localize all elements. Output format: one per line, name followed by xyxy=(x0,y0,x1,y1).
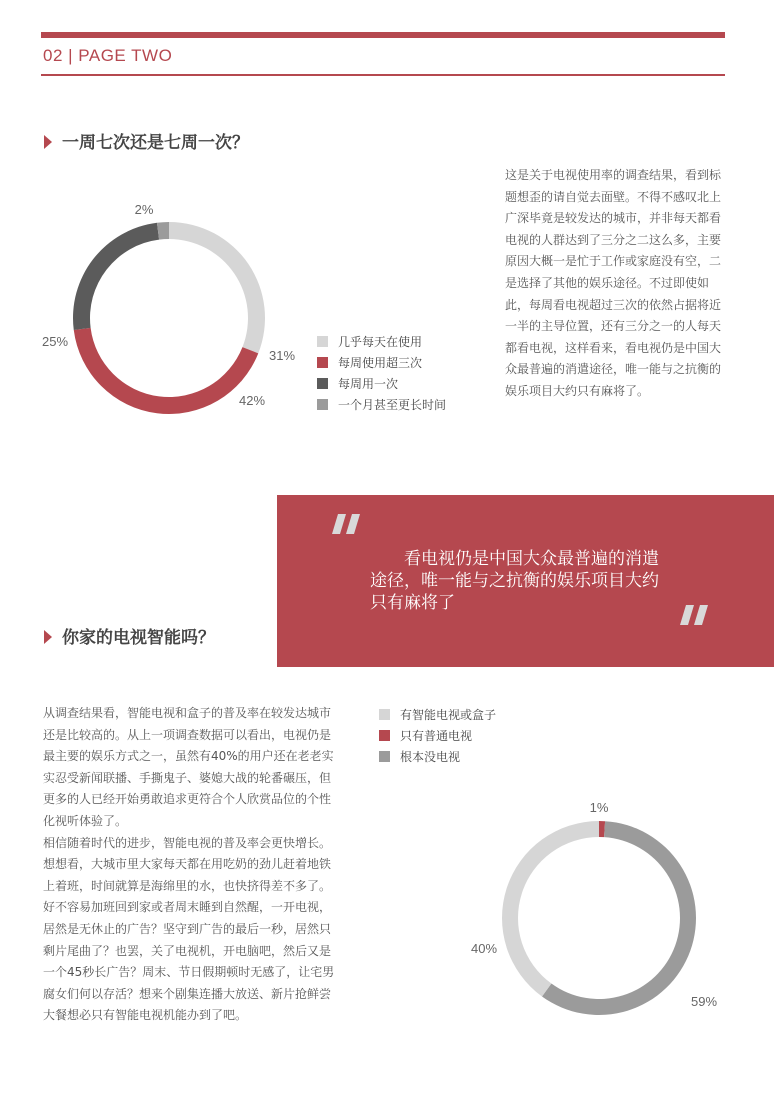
donut-value-label-3: 25% xyxy=(41,334,69,349)
chart2-legend xyxy=(379,704,496,767)
close-quote-icon xyxy=(680,605,714,625)
donut-slice-4 xyxy=(157,222,169,240)
pull-quote-text: 看电视仍是中国大众最普遍的消遣途径，唯一能与之抗衡的娱乐项目大约只有麻将了 xyxy=(370,549,659,613)
section2-paragraph1: 从调查结果看，智能电视和盒子的普及率在较发达城市还是比较高的。从上一项调查数据可以看出，电视仍是最主要的娱乐方式之一，虽然有40%的用户还在老老实实忍受新闻联播、手撕鬼子、婆媳大战的轮番碾压，但更多的人已经开始勇敢追求更符合个人欣赏品位的个性化视听体验了。 xyxy=(43,706,334,828)
donut-value-label-2: 42% xyxy=(238,393,266,408)
page-label: 02 | PAGE TWO xyxy=(43,46,173,65)
legend-swatch xyxy=(317,399,328,410)
donut-slice-2 xyxy=(74,328,259,414)
donut-slice-3 xyxy=(73,223,159,330)
legend-item xyxy=(317,331,446,352)
donut-value-label-4: 2% xyxy=(134,202,154,217)
legend-swatch xyxy=(317,336,328,347)
legend-item xyxy=(317,394,446,415)
donut-value-label-2: 40% xyxy=(470,941,498,956)
section1-title-text: 一周七次还是七周一次？ xyxy=(62,133,249,153)
legend-swatch xyxy=(379,751,390,762)
chart1-legend xyxy=(317,331,446,415)
legend-item xyxy=(317,352,446,373)
legend-label: 根本没电视 xyxy=(400,750,461,764)
legend-swatch xyxy=(317,378,328,389)
donut-slice-2 xyxy=(502,821,599,996)
legend-item xyxy=(379,746,496,767)
donut-slice-3 xyxy=(599,821,605,837)
pull-quote-box xyxy=(277,495,774,667)
section2-paragraphs xyxy=(43,703,341,1027)
section2-title xyxy=(44,623,215,648)
legend-swatch xyxy=(379,730,390,741)
donut-chart-tv-usage xyxy=(42,202,295,414)
legend-swatch xyxy=(317,357,328,368)
section1-paragraph-text: 这是关于电视使用率的调查结果，看到标题想歪的请自觉去面壁。不得不感叹北上广深毕竟是较发达的城市，并非每天都看电视的人群达到了三分之二这么多，主要原因大概一是忙于工作或家庭没有空，二是选择了其他的娱乐途径。不过即使如此，每周看电视超过三次的依然占据将近一半的主导位置，还有三分之一的人每天都看电视，这样看来，看电视仍是中国大众最普遍的消遣途径，唯一能与之抗衡的娱乐项目大约只有麻将了。 xyxy=(505,168,722,398)
legend-label: 几乎每天在使用 xyxy=(338,335,423,349)
legend-label: 每周使用超三次 xyxy=(338,356,423,370)
section2-paragraph2: 相信随着时代的进步，智能电视的普及率会更快增长。想想看，大城市里大家每天都在用吃奶的劲儿赶着地铁上着班，时间就算是海绵里的水，也快挤得差不多了。好不容易加班回到家或者周末睡到自然醒，一开电视，居然是无休止的广告？坚守到广告的最后一秒，居然只剩片尾曲了？也罢，关了电视机，开电脑吧，然后又是一个45秒长广告？周末、节日假期顿时无感了，让宅男腐女们何以存活？想来个剧集连播大放送、新片抢鲜尝大餐想必只有智能电视机能办到了吧。 xyxy=(43,835,335,1023)
legend-swatch xyxy=(379,709,390,720)
section2-title-text: 你家的电视智能吗？ xyxy=(62,628,215,648)
donut-value-label-3: 1% xyxy=(589,800,609,815)
triangle-bullet-icon xyxy=(44,630,52,644)
legend-label: 只有普通电视 xyxy=(400,729,473,743)
donut-slice-1 xyxy=(542,821,696,1015)
legend-item xyxy=(379,725,496,746)
legend-item xyxy=(379,704,496,725)
legend-item xyxy=(317,373,446,394)
legend-label: 有智能电视或盒子 xyxy=(400,708,497,722)
legend-label: 每周用一次 xyxy=(338,377,399,391)
donut-chart-smart-tv xyxy=(471,800,717,1015)
donut-value-label-1: 31% xyxy=(268,348,296,363)
legend-label: 一个月甚至更长时间 xyxy=(338,398,447,412)
donut-value-label-1: 59% xyxy=(690,994,718,1009)
open-quote-icon xyxy=(332,514,366,534)
donut-slice-1 xyxy=(169,222,265,353)
